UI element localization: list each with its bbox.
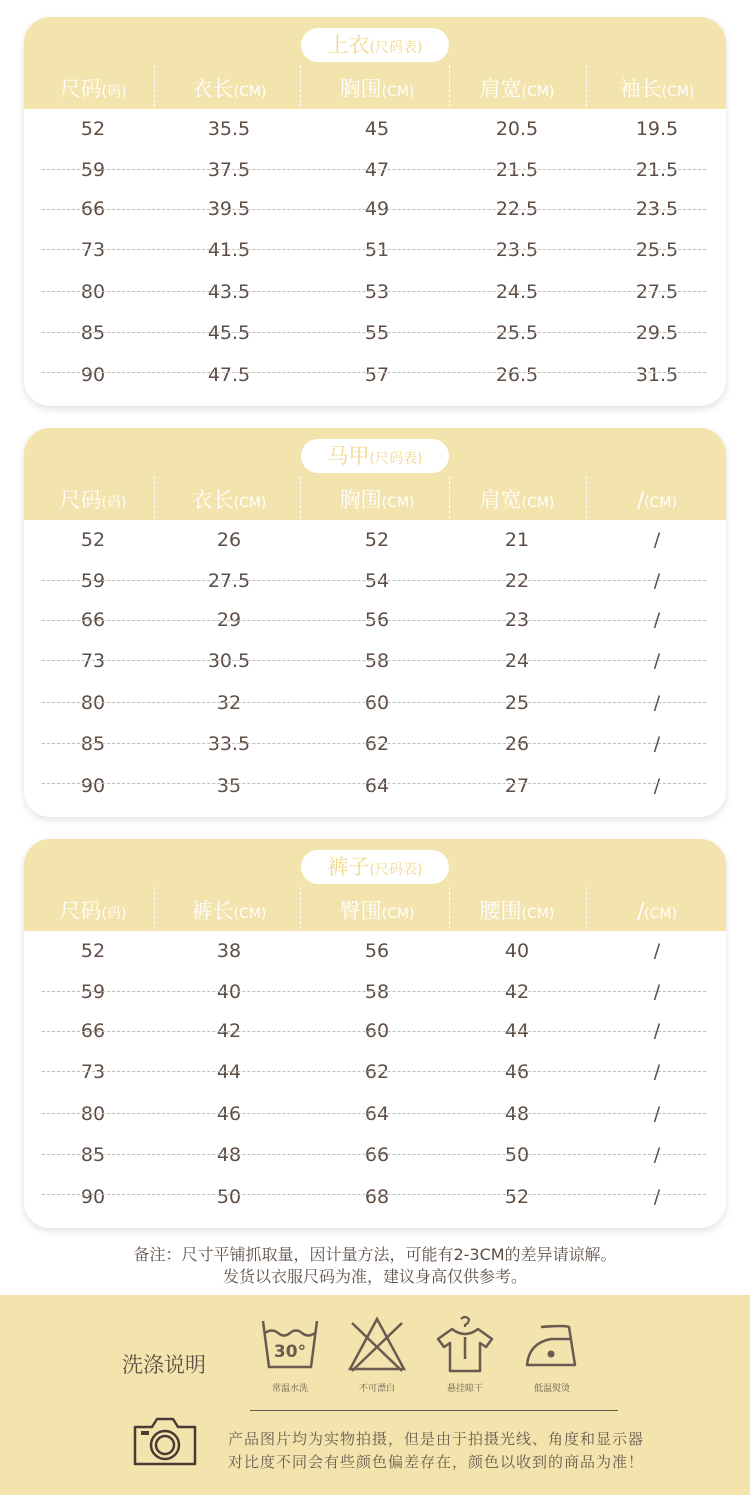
- table-cell: 80: [80, 692, 106, 714]
- table-cell: 85: [80, 1144, 106, 1166]
- table-cell: 26: [216, 529, 242, 551]
- disclaimer-line-1: 产品图片均为实物拍摄，但是由于拍摄光线、角度和显示器: [228, 1430, 645, 1448]
- low-iron-icon: [521, 1313, 583, 1375]
- table-row: [24, 1135, 726, 1175]
- row-divider: [42, 660, 706, 661]
- header-divider: [300, 476, 301, 518]
- wash-title: 洗涤说明: [122, 1353, 206, 1377]
- row-divider: [42, 169, 706, 170]
- column-header-label: 肩宽: [479, 488, 522, 512]
- table-cell: 40: [216, 981, 242, 1003]
- table-cell: 68: [364, 1186, 390, 1208]
- column-header: [307, 484, 447, 516]
- table-cell: 30.5: [207, 650, 251, 672]
- table-row: [24, 355, 726, 395]
- care-label: 悬挂晾干: [446, 1384, 483, 1394]
- row-divider: [42, 1113, 706, 1114]
- row-divider: [42, 291, 706, 292]
- row-divider: [42, 783, 706, 784]
- care-label: 不可漂白: [358, 1384, 395, 1394]
- header-divider: [154, 476, 155, 518]
- top-size-card: [24, 17, 726, 406]
- table-row: [24, 641, 726, 681]
- row-divider: [42, 1194, 706, 1195]
- table-cell: /: [653, 609, 661, 631]
- column-header-label: 臀围: [339, 899, 382, 923]
- header-divider: [449, 476, 450, 518]
- table-cell: 42: [504, 981, 530, 1003]
- column-header-label: /: [637, 899, 645, 923]
- camera-icon: [132, 1415, 198, 1467]
- table-cell: 73: [80, 650, 106, 672]
- row-divider: [42, 249, 706, 250]
- header-divider: [300, 887, 301, 929]
- column-header-unit: (CM): [644, 495, 677, 511]
- column-header-unit: (CM): [661, 84, 695, 100]
- table-title-text: 马甲: [327, 444, 370, 468]
- table-cell: 52: [80, 940, 106, 962]
- table-cell: 21.5: [635, 159, 679, 181]
- table-row: [24, 272, 726, 312]
- column-header-label: 肩宽: [479, 77, 522, 101]
- table-cell: 21.5: [495, 159, 539, 181]
- table-cell: /: [653, 1020, 661, 1042]
- table-cell: 39.5: [207, 198, 251, 220]
- table-cell: 35: [216, 775, 242, 797]
- column-header: [587, 484, 726, 516]
- table-cell: /: [653, 570, 661, 592]
- table-cell: 19.5: [635, 118, 679, 140]
- table-title-sub: (尺码表): [369, 451, 423, 467]
- table-cell: 49: [364, 198, 390, 220]
- table-cell: /: [653, 733, 661, 755]
- table-cell: 59: [80, 570, 106, 592]
- table-cell: 23: [504, 609, 530, 631]
- header-divider: [586, 65, 587, 107]
- table-cell: 44: [216, 1061, 242, 1083]
- table-cell: /: [653, 529, 661, 551]
- column-header: [447, 895, 587, 927]
- column-header-unit: (CM): [521, 906, 555, 922]
- table-cell: 38: [216, 940, 242, 962]
- table-cell: 24.5: [495, 281, 539, 303]
- table-cell: 52: [504, 1186, 530, 1208]
- table-cell: /: [653, 1061, 661, 1083]
- table-cell: 44: [504, 1020, 530, 1042]
- table-row: [24, 766, 726, 806]
- table-row: [24, 683, 726, 723]
- table-title-sub: (尺码表): [369, 862, 423, 878]
- column-header: [24, 484, 163, 516]
- table-cell: 25.5: [635, 239, 679, 261]
- care-label: 常温水洗: [271, 1384, 308, 1394]
- table-cell: 46: [504, 1061, 530, 1083]
- column-header: [447, 484, 587, 516]
- table-header: [24, 17, 726, 109]
- table-cell: 22: [504, 570, 530, 592]
- table-row: [24, 150, 726, 190]
- header-divider: [154, 65, 155, 107]
- table-title: [301, 439, 449, 473]
- row-divider: [42, 743, 706, 744]
- wash-temp: 30°: [273, 1342, 307, 1362]
- table-cell: 62: [364, 1061, 390, 1083]
- table-row: [24, 931, 726, 971]
- header-divider: [586, 476, 587, 518]
- table-cell: 25.5: [495, 322, 539, 344]
- column-header-unit: (CM): [644, 906, 677, 922]
- table-cell: 32: [216, 692, 242, 714]
- table-cell: 66: [80, 609, 106, 631]
- table-cell: /: [653, 692, 661, 714]
- table-row: [24, 1177, 726, 1217]
- column-header: [447, 73, 587, 105]
- column-header-unit: (码): [101, 84, 127, 100]
- table-cell: 40: [504, 940, 530, 962]
- table-cell: 73: [80, 239, 106, 261]
- table-cell: 90: [80, 775, 106, 797]
- table-cell: 47.5: [207, 364, 251, 386]
- table-cell: 27.5: [207, 570, 251, 592]
- table-row: [24, 1052, 726, 1092]
- table-cell: 66: [80, 1020, 106, 1042]
- column-header-label: 尺码: [59, 488, 102, 512]
- table-cell: 27.5: [635, 281, 679, 303]
- table-cell: 58: [364, 650, 390, 672]
- table-cell: 56: [364, 940, 390, 962]
- table-cell: 52: [80, 529, 106, 551]
- column-header-label: /: [637, 488, 645, 512]
- table-cell: 43.5: [207, 281, 251, 303]
- table-cell: 48: [216, 1144, 242, 1166]
- column-header: [24, 895, 163, 927]
- table-cell: 53: [364, 281, 390, 303]
- care-item-wash: [250, 1313, 330, 1394]
- row-divider: [42, 332, 706, 333]
- table-cell: 42: [216, 1020, 242, 1042]
- table-cell: /: [653, 981, 661, 1003]
- table-cell: /: [653, 650, 661, 672]
- table-cell: 26.5: [495, 364, 539, 386]
- note: [0, 1244, 750, 1288]
- no-bleach-icon: [346, 1313, 408, 1375]
- table-cell: 24: [504, 650, 530, 672]
- table-cell: 35.5: [207, 118, 251, 140]
- column-header-unit: (CM): [521, 495, 555, 511]
- row-divider: [42, 209, 706, 210]
- column-header-label: 衣长: [191, 488, 234, 512]
- table-cell: 57: [364, 364, 390, 386]
- table-cell: 25: [504, 692, 530, 714]
- table-cell: 60: [364, 1020, 390, 1042]
- care-item-hang: [425, 1313, 505, 1394]
- column-header-unit: (CM): [233, 906, 267, 922]
- table-cell: 56: [364, 609, 390, 631]
- table-title-text: 裤子: [327, 855, 370, 879]
- table-cell: 47: [364, 159, 390, 181]
- table-cell: 80: [80, 281, 106, 303]
- column-header-label: 胸围: [339, 77, 382, 101]
- column-header-unit: (码): [101, 906, 127, 922]
- column-header-label: 衣长: [191, 77, 234, 101]
- table-cell: 37.5: [207, 159, 251, 181]
- column-header-unit: (CM): [381, 495, 415, 511]
- table-cell: 52: [80, 118, 106, 140]
- column-header: [307, 73, 447, 105]
- row-divider: [42, 702, 706, 703]
- table-header: [24, 839, 726, 931]
- table-title-sub: (尺码表): [369, 40, 423, 56]
- row-divider: [42, 991, 706, 992]
- table-title: [301, 850, 449, 884]
- column-header: [159, 73, 299, 105]
- table-row: [24, 724, 726, 764]
- table-row: [24, 230, 726, 270]
- note-line-1: 备注：尺寸平铺抓取量，因计量方法，可能有2-3CM的差异请谅解。: [133, 1245, 617, 1264]
- table-cell: 66: [364, 1144, 390, 1166]
- table-cell: 50: [216, 1186, 242, 1208]
- column-header-unit: (CM): [233, 84, 267, 100]
- header-divider: [154, 887, 155, 929]
- column-header-unit: (码): [101, 495, 127, 511]
- row-divider: [42, 620, 706, 621]
- row-divider: [42, 1154, 706, 1155]
- table-cell: 27: [504, 775, 530, 797]
- table-cell: 58: [364, 981, 390, 1003]
- table-cell: 23.5: [495, 239, 539, 261]
- column-header: [159, 484, 299, 516]
- table-cell: 59: [80, 159, 106, 181]
- table-cell: 22.5: [495, 198, 539, 220]
- table-row: [24, 109, 726, 149]
- hang-dry-icon: [434, 1313, 496, 1375]
- column-header-label: 尺码: [59, 899, 102, 923]
- table-cell: 62: [364, 733, 390, 755]
- table-title: [301, 28, 449, 62]
- table-cell: 46: [216, 1103, 242, 1125]
- table-cell: 48: [504, 1103, 530, 1125]
- table-row: [24, 561, 726, 601]
- column-header-label: 尺码: [59, 77, 102, 101]
- table-cell: 59: [80, 981, 106, 1003]
- table-cell: 41.5: [207, 239, 251, 261]
- table-cell: 29.5: [635, 322, 679, 344]
- table-row: [24, 313, 726, 353]
- table-cell: 51: [364, 239, 390, 261]
- table-cell: 66: [80, 198, 106, 220]
- care-label: 低温熨烫: [533, 1384, 570, 1394]
- column-header-label: 裤长: [191, 899, 234, 923]
- column-header-unit: (CM): [233, 495, 267, 511]
- table-cell: 64: [364, 775, 390, 797]
- table-cell: 55: [364, 322, 390, 344]
- care-footer: [0, 1295, 750, 1495]
- table-cell: 31.5: [635, 364, 679, 386]
- row-divider: [42, 1031, 706, 1032]
- table-cell: /: [653, 775, 661, 797]
- care-item-iron: [512, 1313, 592, 1394]
- row-divider: [42, 372, 706, 373]
- vest-size-card: [24, 428, 726, 817]
- table-cell: 60: [364, 692, 390, 714]
- column-header-unit: (CM): [381, 84, 415, 100]
- table-cell: 73: [80, 1061, 106, 1083]
- table-cell: 29: [216, 609, 242, 631]
- note-line-2: 发货以衣服尺码为准，建议身高仅供参考。: [222, 1267, 527, 1286]
- column-header: [587, 73, 726, 105]
- disclaimer-line-2: 对比度不同会有些颜色偏差存在，颜色以收到的商品为准！: [228, 1453, 645, 1471]
- table-cell: 20.5: [495, 118, 539, 140]
- footer-divider: [250, 1410, 618, 1411]
- header-divider: [449, 65, 450, 107]
- table-cell: 21: [504, 529, 530, 551]
- table-cell: 54: [364, 570, 390, 592]
- table-cell: /: [653, 940, 661, 962]
- table-cell: 90: [80, 364, 106, 386]
- column-header-label: 胸围: [339, 488, 382, 512]
- row-divider: [42, 1071, 706, 1072]
- header-divider: [300, 65, 301, 107]
- column-header-label: 袖长: [619, 77, 662, 101]
- table-cell: 45.5: [207, 322, 251, 344]
- table-cell: 85: [80, 733, 106, 755]
- row-divider: [42, 580, 706, 581]
- header-divider: [586, 887, 587, 929]
- table-cell: 26: [504, 733, 530, 755]
- table-cell: 90: [80, 1186, 106, 1208]
- disclaimer: [228, 1428, 728, 1474]
- table-cell: 85: [80, 322, 106, 344]
- column-header: [159, 895, 299, 927]
- column-header-label: 腰围: [479, 899, 522, 923]
- column-header: [587, 895, 726, 927]
- table-cell: 64: [364, 1103, 390, 1125]
- column-header-unit: (CM): [521, 84, 555, 100]
- table-cell: 52: [364, 529, 390, 551]
- table-row: [24, 1094, 726, 1134]
- table-header: [24, 428, 726, 520]
- table-cell: 50: [504, 1144, 530, 1166]
- table-row: [24, 520, 726, 560]
- column-header: [24, 73, 163, 105]
- table-cell: 33.5: [207, 733, 251, 755]
- column-header: [307, 895, 447, 927]
- table-cell: 80: [80, 1103, 106, 1125]
- table-title-text: 上衣: [327, 33, 370, 57]
- table-cell: /: [653, 1186, 661, 1208]
- table-cell: /: [653, 1103, 661, 1125]
- column-header-unit: (CM): [381, 906, 415, 922]
- header-divider: [449, 887, 450, 929]
- table-cell: /: [653, 1144, 661, 1166]
- table-cell: 45: [364, 118, 390, 140]
- care-item-bleach: [337, 1313, 417, 1394]
- pants-size-card: [24, 839, 726, 1228]
- table-cell: 23.5: [635, 198, 679, 220]
- wash-30-icon: [259, 1313, 321, 1375]
- table-row: [24, 972, 726, 1012]
